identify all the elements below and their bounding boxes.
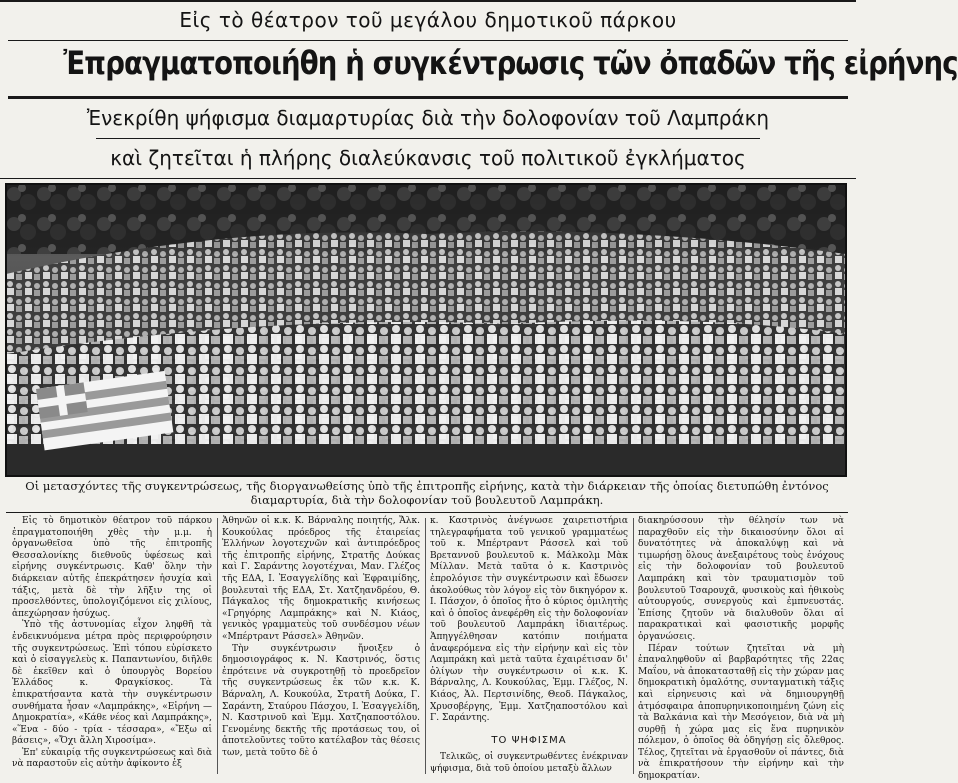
col2-paragraph-1: Ἀθηνῶν οἱ κ.κ. Κ. Βάρναλης ποιητής, Ἄλκ. Κουκούλας πρόεδρος τῆς ἑταιρείας Ἑλλήνων λογοτεχνῶν καὶ ἀντιπρόεδρος τῆς ἐπιτροπῆς εἰρήνης, Στρατῆς Δούκας καὶ Γ. Σαράντης λογοτέχναι, Μαν. Γλέζος τῆς ΕΔΑ, Ι. Ἐσαγγελίδης καὶ Ἐφραιμίδης, βουλευταὶ τῆς ΕΔΑ, Στ. Χατζηανδρέου, Θ. Πάγκαλος τῆς δημοκρατικῆς κινήσεως «Γρηγόρης Λαμπράκης» καὶ Ν. Κιάος, γενικὸς γραμματεὺς τοῦ συνδέσμου νέων «Μπέρτραντ Ράσσελ» Ἀθηνῶν. bbox=[222, 516, 420, 642]
article-column-4 bbox=[638, 516, 844, 782]
headline: Ἐπραγματοποιήθη ἡ συγκέντρωσις τῶν ὀπαδῶν τῆς εἰρήνης bbox=[63, 44, 958, 82]
top-rule bbox=[0, 0, 856, 2]
col3-paragraph-2: Τελικῶς, οἱ συγκεντρωθέντες ἐνέκριναν ψήφισμα, διὰ τοῦ ὁποίου μεταξὺ ἄλλων bbox=[430, 752, 628, 774]
col3-paragraph-1: κ. Καστρινὸς ἀνέγνωσε χαιρετιστήρια τηλεγραφήματα τοῦ γενικοῦ γραμματέως τοῦ κ. Μπέρτραντ Ράσσελ καὶ τοῦ Βρεταννοῦ βουλευτοῦ κ. Μάλκολμ Μὰκ Μίλλαν. Μετὰ ταῦτα ὁ κ. Καστρινὸς ἐπρολόγισε τὴν συγκέντρωσιν καὶ ἔδωσεν ἀκολούθως τὸν λόγον εἰς τὸν δικηγόρον κ. Ι. Πάσχον, ὁ ὁποῖος ἦτο ὁ κύριος ὁμιλητὴς καὶ ὁ ὁποῖος ἀνεφέρθη εἰς τὴν δολοφονίαν τοῦ βουλευτοῦ Λαμπράκη ἰδιαιτέρως. Ἀπηγγέλθησαν κατόπιν ποιήματα ἀναφερόμενα εἰς τὴν εἰρήνην καὶ εἰς τὸν Λαμπράκη καὶ μετὰ ταῦτα ἐχαιρέτισαν δι' ὀλίγων τὴν συγκέντρωσιν οἱ κ.κ. Κ. Βάρναλης, Λ. Κουκούλας, Ἐμμ. Γλέζος, Ν. Κιάος, Ἀλ. Περτσινίδης, Θεοδ. Πάγκαλος, Χρυσοβέργης, Ἐμμ. Χατζηαποστόλου καὶ Γ. Σαράντης. bbox=[430, 516, 628, 724]
col1-paragraph-2: Ὑπὸ τῆς ἀστυνομίας εἶχον ληφθῆ τὰ ἐνδεικνυόμενα μέτρα πρὸς περιφρούρησιν τῆς συγκεντρώσεως. Ἐπὶ τόπου εὑρίσκετο καὶ ὁ εἰσαγγελεὺς κ. Παπαντωνίου, διῆλθε δὲ ἐκεῖθεν καὶ ὁ ὑπουργὸς Βορείου Ἑλλάδος κ. Φραγκίσκος. Τὰ ἐπικρατήσαντα κατὰ τὴν συγκέντρωσιν συνθήματα ἦσαν «Λαμπράκης», «Εἰρήνη —Δημοκρατία», «Κάθε νέος καὶ Λαμπράκης», «Ἕνα - δύο - τρία - τέσσαρα», «Ἔξω αἱ βάσεις», «Ὄχι ἄλλη Χιροσίμα». bbox=[12, 620, 212, 747]
deck-line-1: Ἐνεκρίθη ψήφισμα διαμαρτυρίας διὰ τὴν δολοφονίαν τοῦ Λαμπράκη bbox=[86, 106, 770, 130]
kicker-line: Εἰς τὸ θέατρον τοῦ μεγάλου δημοτικοῦ πάρκου bbox=[179, 8, 677, 32]
caption-rule bbox=[6, 512, 848, 513]
caption-line-2: διαμαρτυρία, διὰ τὴν δολοφονίαν τοῦ βουλευτοῦ Λαμπράκη. bbox=[250, 493, 604, 507]
deck-bottom-rule bbox=[0, 178, 856, 179]
caption-line-1: Οἱ μετασχόντες τῆς συγκεντρώσεως, τῆς διοργανωθείσης ὑπὸ τῆς ἐπιτροπῆς εἰρήνης, κατὰ τὴν διάρκειαν τῆς ὁποίας διετυπώθη ἐντόνος bbox=[25, 479, 829, 493]
column-divider bbox=[425, 518, 426, 774]
crowd-photo bbox=[6, 184, 846, 476]
article-column-3 bbox=[430, 516, 628, 774]
deck-rule bbox=[96, 138, 760, 139]
col4-paragraph-1: διακηρύσσουν τὴν θέλησίν των νὰ παραχθοῦν εἰς τὴν δικαιοσύνην ὅλοι αἱ δυνατότητες νὰ ἀποκαλύψῃ καὶ νὰ τιμωρήσῃ ὅλους ἀνεξαιρέτους τοὺς ἐνόχους εἰς τὴν δολοφονίαν τοῦ βουλευτοῦ Λαμπράκη καὶ τὸν τραυματισμὸν τοῦ βουλευτοῦ Τσαρουχᾶ, φυσικοὺς καὶ ἠθικοὺς αὐτουργούς, συνεργοὺς καὶ ἐμπνευστάς. Ἐπίσης ζητοῦν νὰ διαλυθοῦν ὅλαι αἱ παρακρατικαὶ καὶ φασιστικῆς μορφῆς ὀργανώσεις. bbox=[638, 516, 844, 642]
deck-line-2: καὶ ζητεῖται ἡ πλήρης διαλεύκανσις τοῦ πολιτικοῦ ἐγκλήματος bbox=[110, 146, 746, 170]
resolution-subhead: ΤΟ ΨΗΦΙΣΜΑ bbox=[491, 734, 567, 746]
col1-paragraph-1: Εἰς τὸ δημοτικὸν θέατρον τοῦ πάρκου ἐπραγματοποιήθη χθὲς τὴν μ.μ. ἡ ὀργανωθεῖσα ὑπὸ τῆς ἐπιτροπῆς Θεσσαλονίκης διεθνοῦς ὑφέσεως καὶ εἰρήνης συγκέντρωσις. Καθ' ὅλην τὴν διάρκειαν αὐτῆς ἐπεκράτησεν ἡσυχία καὶ τάξις, μετὰ δὲ τὴν λῆξιν της οἱ προσελθόντες, ὑπολογιζόμενοι εἰς χιλίους, ἀπεχώρησαν ἡσύχως. bbox=[12, 516, 212, 619]
photo-caption bbox=[6, 479, 848, 507]
headline-rule bbox=[8, 96, 848, 99]
col1-paragraph-3: Ἐπ' εὐκαιρίᾳ τῆς συγκεντρώσεως καὶ διὰ νὰ παραστοῦν εἰς αὐτὴν ἀφίκοντο ἐξ bbox=[12, 747, 212, 770]
column-divider bbox=[217, 518, 218, 774]
col2-paragraph-2: Τὴν συγκέντρωσιν ἤνοιξεν ὁ δημοσιογράφος κ. Ν. Καστρινός, ὅστις ἐπρότεινε νὰ συγκροτηθῇ τὸ προεδρεῖον τῆς συγκεντρώσεως ἐκ τῶν κ.κ. Κ. Βάρναλη, Λ. Κουκούλα, Στρατῆ Δούκα, Γ. Σαράντη, Σταύρου Πάσχου, Ι. Ἐσαγγελίδη, Ν. Καστρινοῦ καὶ Ἐμμ. Χατζηαποστόλου. Γενομένης δεκτῆς τῆς προτάσεως του, οἱ ἀποτελοῦντες τοῦτο κατέλαβον τὰς θέσεις των, μετὰ τοῦτο δὲ ὁ bbox=[222, 643, 420, 758]
article-column-2 bbox=[222, 516, 420, 774]
column-divider bbox=[633, 518, 634, 774]
col4-paragraph-2: Πέραν τούτων ζητεῖται νὰ μὴ ἐπαναληφθοῦν αἱ βαρβαρότητες τῆς 22ας Μαΐου, νὰ ἀποκατασταθῇ εἰς τὴν χώραν μας δημοκρατικὴ ὁμαλότης, συνταγματικὴ τάξις καὶ εἰρηνευσις καὶ νὰ δημιουργηθῇ ἀτμόσφαιρα ἀποπυρηνικοποιημένη ζώνη εἰς τὰ Βαλκάνια καὶ τὴν Μεσόγειον, διὰ νὰ μὴ συρθῇ ἡ χώρα μας εἰς ἕνα πυρηνικὸν πόλεμον, ὁ ὁποῖος θὰ ὁδηγήσῃ εἰς ὄλεθρος. Τέλος, ζητεῖται νὰ ἐργασθοῦν οἱ πάντες, διὰ νὰ ἐπικρατήσουν τὴν εἰρήνην καὶ τὴν δημοκρατίαν. bbox=[638, 643, 844, 782]
article-column-1 bbox=[12, 516, 212, 774]
kicker-rule bbox=[8, 40, 848, 41]
